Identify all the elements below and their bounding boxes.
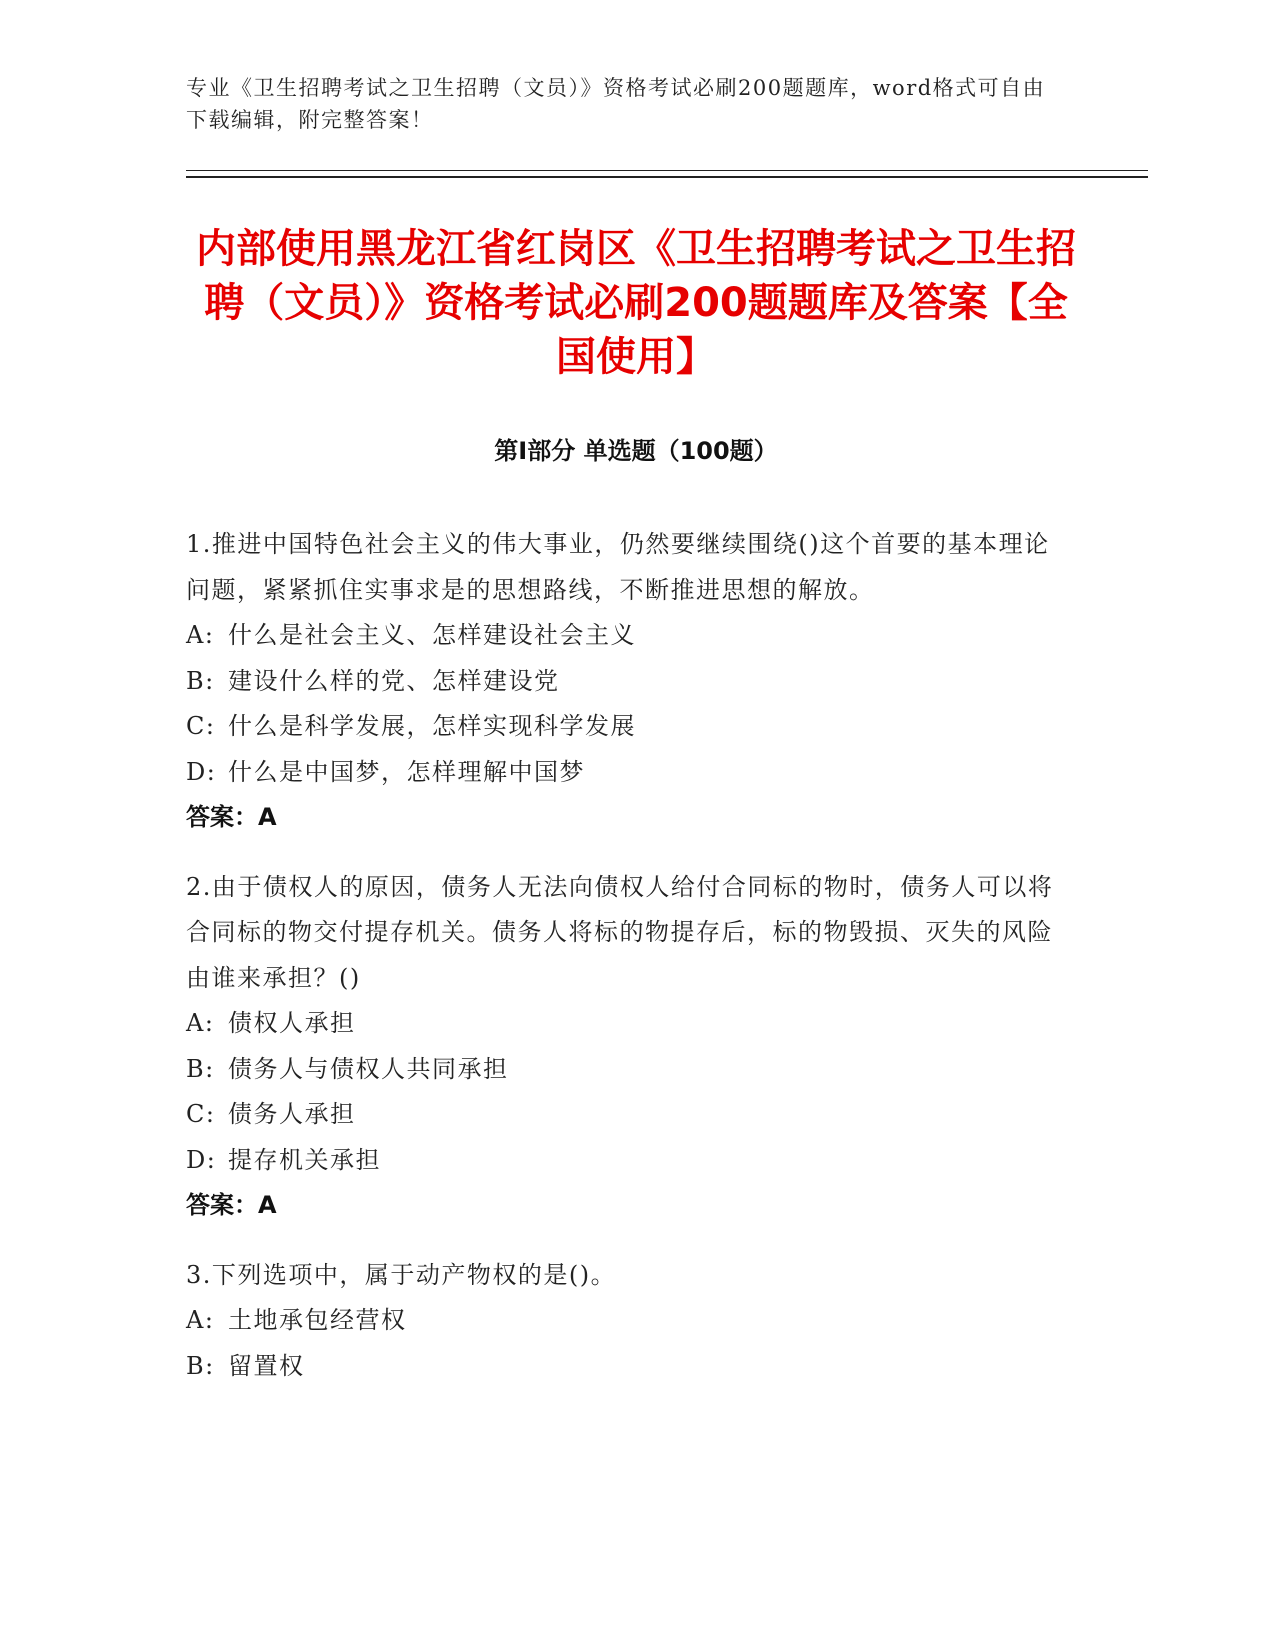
section-heading: 第I部分 单选题（100题）: [494, 437, 778, 465]
option-b: [186, 1047, 1066, 1093]
option-letter: A:: [186, 621, 215, 649]
option-text: 建设什么样的党、怎样建设党: [228, 666, 560, 695]
option-b: [186, 659, 1066, 705]
option-c: [186, 704, 1066, 750]
option-c: [186, 1092, 1066, 1138]
option-b: [186, 1344, 1066, 1390]
option-letter: C:: [186, 1100, 216, 1128]
option-letter: C:: [186, 712, 216, 740]
option-text: 土地承包经营权: [228, 1306, 407, 1334]
option-text: 什么是社会主义、怎样建设社会主义: [228, 621, 636, 649]
option-letter: A:: [186, 1306, 215, 1334]
question-stem: 3.下列选项中，属于动产物权的是()。: [186, 1260, 617, 1289]
header-rule-bottom: [186, 176, 1148, 178]
question-1: [186, 522, 1066, 841]
question-list: [186, 522, 1066, 1413]
header-rule-top: [186, 170, 1148, 171]
option-text: 债务人承担: [228, 1100, 356, 1128]
question-stem: 2.由于债权人的原因，债务人无法向债权人给付合同标的物时，债务人可以将合同标的物交付提存机关。债务人将标的物提存后，标的物毁损、灭失的风险由谁来承担？(): [186, 872, 1054, 992]
option-a: [186, 613, 1066, 659]
option-text: 留置权: [228, 1351, 305, 1380]
option-a: [186, 1001, 1066, 1047]
header-note: 专业《卫生招聘考试之卫生招聘（文员）》资格考试必刷200题题库，word格式可自由下载编辑，附完整答案！: [186, 76, 1046, 132]
option-text: 什么是中国梦，怎样理解中国梦: [228, 757, 585, 786]
question-stem: 1.推进中国特色社会主义的伟大事业，仍然要继续围绕()这个首要的基本理论问题，紧紧抓住实事求是的思想路线，不断推进思想的解放。: [186, 530, 1050, 604]
option-text: 提存机关承担: [228, 1145, 381, 1174]
document-title: 内部使用黑龙江省红岗区《卫生招聘考试之卫生招聘（文员）》资格考试必刷200题题库及答案【全国使用】: [196, 226, 1076, 380]
option-letter: A:: [186, 1009, 215, 1037]
question-3: [186, 1253, 1066, 1390]
option-letter: B:: [186, 1054, 215, 1083]
answer-line: 答案：A: [186, 803, 277, 831]
question-2: [186, 865, 1066, 1229]
option-a: [186, 1298, 1066, 1344]
option-letter: B:: [186, 666, 215, 695]
option-text: 债权人承担: [228, 1009, 356, 1037]
option-d: [186, 1138, 1066, 1184]
answer-line: 答案：A: [186, 1191, 277, 1219]
option-letter: D:: [186, 757, 217, 786]
option-text: 什么是科学发展，怎样实现科学发展: [228, 712, 636, 740]
option-d: [186, 750, 1066, 796]
option-letter: B:: [186, 1351, 215, 1380]
option-text: 债务人与债权人共同承担: [228, 1054, 509, 1083]
option-letter: D:: [186, 1145, 217, 1174]
